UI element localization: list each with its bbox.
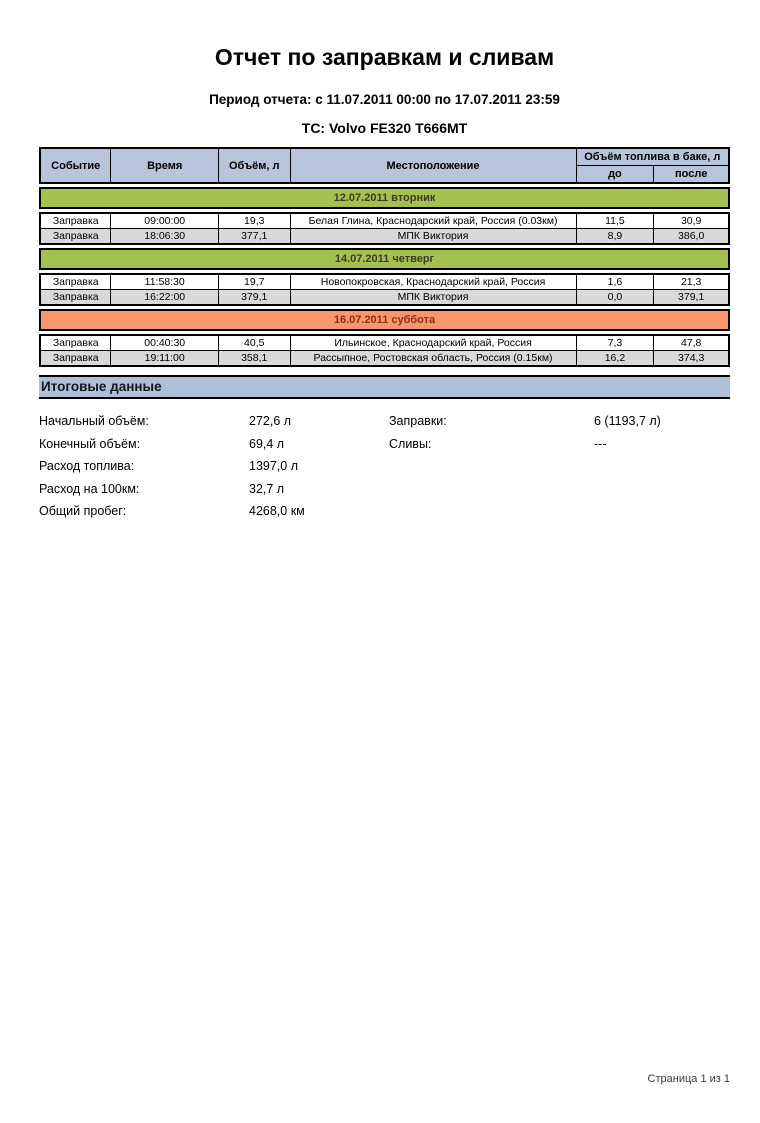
cell-time: 19:11:00 (111, 351, 218, 367)
table-row (40, 351, 729, 367)
col-header-volume: Объём, л (218, 148, 290, 183)
summary-value: 69,4 л (249, 436, 285, 451)
cell-event: Заправка (40, 335, 111, 351)
cell-volume: 377,1 (218, 229, 290, 245)
vehicle-name: ТС: Volvo FE320 T666MT (301, 120, 468, 136)
cell-volume: 19,7 (218, 274, 290, 290)
cell-after: 386,0 (654, 229, 729, 245)
cell-before: 0,0 (576, 290, 654, 306)
day-group-rows (39, 212, 730, 245)
cell-event: Заправка (40, 351, 111, 367)
cell-before: 8,9 (576, 229, 654, 245)
table-row (40, 290, 729, 306)
summary-value: 272,6 л (249, 414, 292, 429)
summary-value: 6 (1193,7 л) (594, 414, 661, 429)
cell-location: МПК Виктория (290, 229, 576, 245)
summary-value: --- (594, 436, 607, 451)
cell-event: Заправка (40, 213, 111, 229)
cell-event: Заправка (40, 290, 111, 306)
col-header-before: до (576, 166, 654, 184)
cell-after: 47,8 (654, 335, 729, 351)
table-header (39, 147, 730, 184)
cell-after: 379,1 (654, 290, 729, 306)
cell-volume: 19,3 (218, 213, 290, 229)
cell-volume: 358,1 (218, 351, 290, 367)
cell-before: 16,2 (576, 351, 654, 367)
report-title: Отчет по заправкам и сливам (214, 44, 555, 70)
cell-time: 09:00:00 (111, 213, 218, 229)
col-header-event: Событие (40, 148, 111, 183)
cell-event: Заправка (40, 229, 111, 245)
cell-volume: 379,1 (218, 290, 290, 306)
day-group-header: 14.07.2011 четверг (39, 248, 730, 270)
events-table (39, 147, 730, 367)
report-period: Период отчета: с 11.07.2011 00:00 по 17.07.2011 23:59 (209, 92, 560, 107)
summary-value: 32,7 л (249, 481, 285, 496)
summary-header: Итоговые данные (39, 375, 730, 399)
cell-before: 1,6 (576, 274, 654, 290)
page-number: Страница 1 из 1 (647, 1073, 730, 1085)
table-row (40, 274, 729, 290)
table-row (40, 335, 729, 351)
cell-location: Рассыпное, Ростовская область, Россия (0.15км) (290, 351, 576, 367)
day-group-header: 12.07.2011 вторник (39, 187, 730, 209)
cell-after: 21,3 (654, 274, 729, 290)
cell-volume: 40,5 (218, 335, 290, 351)
cell-before: 11,5 (576, 213, 654, 229)
cell-before: 7,3 (576, 335, 654, 351)
summary-label: Сливы: (389, 436, 432, 451)
summary-label: Расход топлива: (39, 459, 135, 474)
table-row (40, 213, 729, 229)
report-page (39, 44, 730, 523)
summary-label: Общий пробег: (39, 504, 127, 519)
table-row (40, 229, 729, 245)
col-header-tank-group: Объём топлива в баке, л (576, 148, 729, 166)
day-group-rows (39, 334, 730, 367)
cell-location: Ильинское, Краснодарский край, Россия (290, 335, 576, 351)
cell-location: Новопокровская, Краснодарский край, Россия (290, 274, 576, 290)
summary-value: 4268,0 км (249, 504, 305, 519)
cell-time: 16:22:00 (111, 290, 218, 306)
day-group-header: 16.07.2011 суббота (39, 309, 730, 331)
summary-label: Расход на 100км: (39, 481, 140, 496)
cell-location: МПК Виктория (290, 290, 576, 306)
summary-label: Конечный объём: (39, 436, 141, 451)
day-group-rows (39, 273, 730, 306)
cell-time: 11:58:30 (111, 274, 218, 290)
table-header-row (40, 148, 729, 166)
summary-label: Начальный объём: (39, 414, 149, 429)
summary-section (39, 410, 730, 523)
cell-after: 30,9 (654, 213, 729, 229)
cell-time: 00:40:30 (111, 335, 218, 351)
col-header-time: Время (111, 148, 218, 183)
cell-after: 374,3 (654, 351, 729, 367)
col-header-location: Местоположение (290, 148, 576, 183)
col-header-after: после (654, 166, 729, 184)
cell-event: Заправка (40, 274, 111, 290)
cell-time: 18:06:30 (111, 229, 218, 245)
summary-value: 1397,0 л (249, 459, 298, 474)
summary-label: Заправки: (389, 414, 447, 429)
cell-location: Белая Глина, Краснодарский край, Россия (0.03км) (290, 213, 576, 229)
